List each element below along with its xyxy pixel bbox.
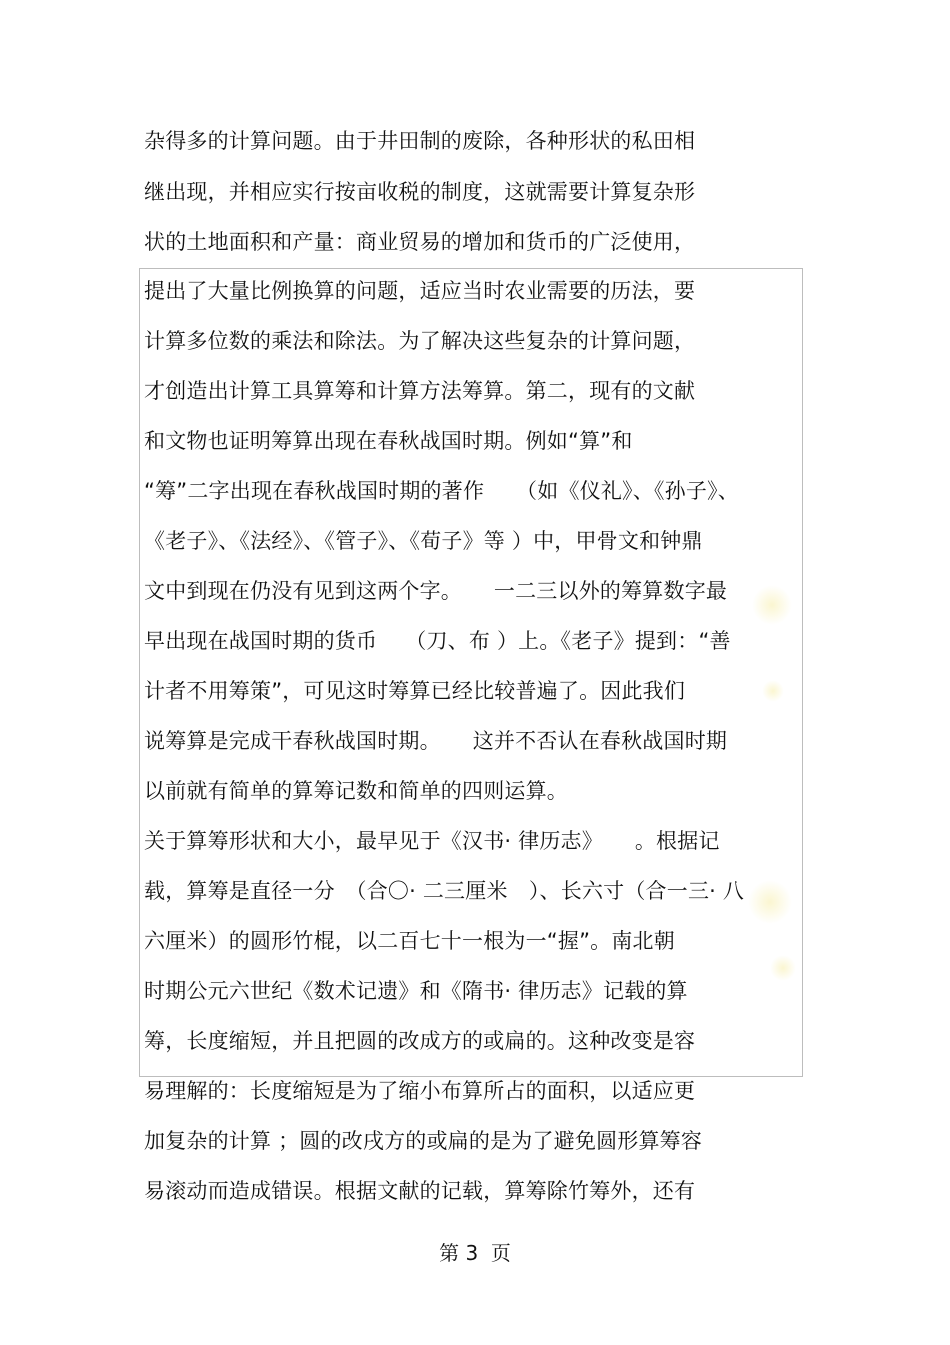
- text-line: “筹”二字出现在春秋战国时期的著作 （如《仪礼》、《孙子》、: [144, 479, 739, 503]
- paper-speck: [748, 880, 792, 924]
- text-line: 加复杂的计算 ；圆的改戌方的或扁的是为了避免圆形算筹容: [144, 1129, 703, 1153]
- paper-speck: [752, 585, 792, 625]
- text-line: 易滚动而造成错误。根据文献的记载，算筹除竹筹外，还有: [144, 1179, 696, 1203]
- text-line: 关于算筹形状和大小，最早见于《汉书· 律历志》 。根据记: [144, 829, 720, 853]
- text-line: 易理解的：长度缩短是为了缩小布算所占的面积，以适应更: [144, 1079, 696, 1103]
- text-line: 才创造出计算工具算筹和计算方法筹算。第二，现有的文献: [144, 379, 696, 403]
- text-line: 载，算筹是直径一分 （合〇· 二三厘米 ）、长六寸（合一三· 八: [144, 879, 745, 903]
- text-line: 和文物也证明筹算出现在春秋战国时期。例如“算”和: [144, 429, 633, 453]
- paper-speck: [770, 955, 796, 981]
- text-line: 文中到现在仍没有见到这两个字。 一二三以外的筹算数字最: [144, 579, 728, 603]
- text-line: 提出了大量比例换算的问题，适应当时农业需要的历法，要: [144, 279, 696, 303]
- paper-speck: [762, 680, 784, 702]
- text-line: 《老子》、《法经》、《管子》、《荀子》等 ）中，甲骨文和钟鼎: [144, 529, 703, 553]
- text-line: 时期公元六世纪《数术记遗》和《隋书· 律历志》记载的算: [144, 979, 688, 1003]
- text-line: 早出现在战国时期的货币 （刀、布 ）上。《老子》提到：“善: [144, 629, 731, 653]
- text-line: 杂得多的计算问题。由于井田制的废除，各种形状的私田相: [144, 129, 696, 153]
- text-line: 继出现，并相应实行按亩收税的制度，这就需要计算复杂形: [144, 180, 696, 204]
- text-line: 六厘米）的圆形竹棍，以二百七十一根为一“握”。南北朝: [144, 929, 675, 953]
- text-line: 筹，长度缩短，并且把圆的改成方的或扁的。这种改变是容: [144, 1029, 696, 1053]
- text-line: 计者不用筹策”，可见这时筹算已经比较普遍了。因此我们: [144, 679, 686, 703]
- text-line: 计算多位数的乘法和除法。为了解决这些复杂的计算问题，: [144, 329, 696, 353]
- text-line: 以前就有简单的算筹记数和简单的四则运算。: [144, 779, 568, 803]
- text-line: 状的土地面积和产量：商业贸易的增加和货币的广泛使用，: [144, 230, 696, 254]
- text-line: 说筹算是完成干春秋战国时期。 这并不否认在春秋战国时期: [144, 729, 728, 753]
- page-number: 第 3 页: [439, 1241, 511, 1265]
